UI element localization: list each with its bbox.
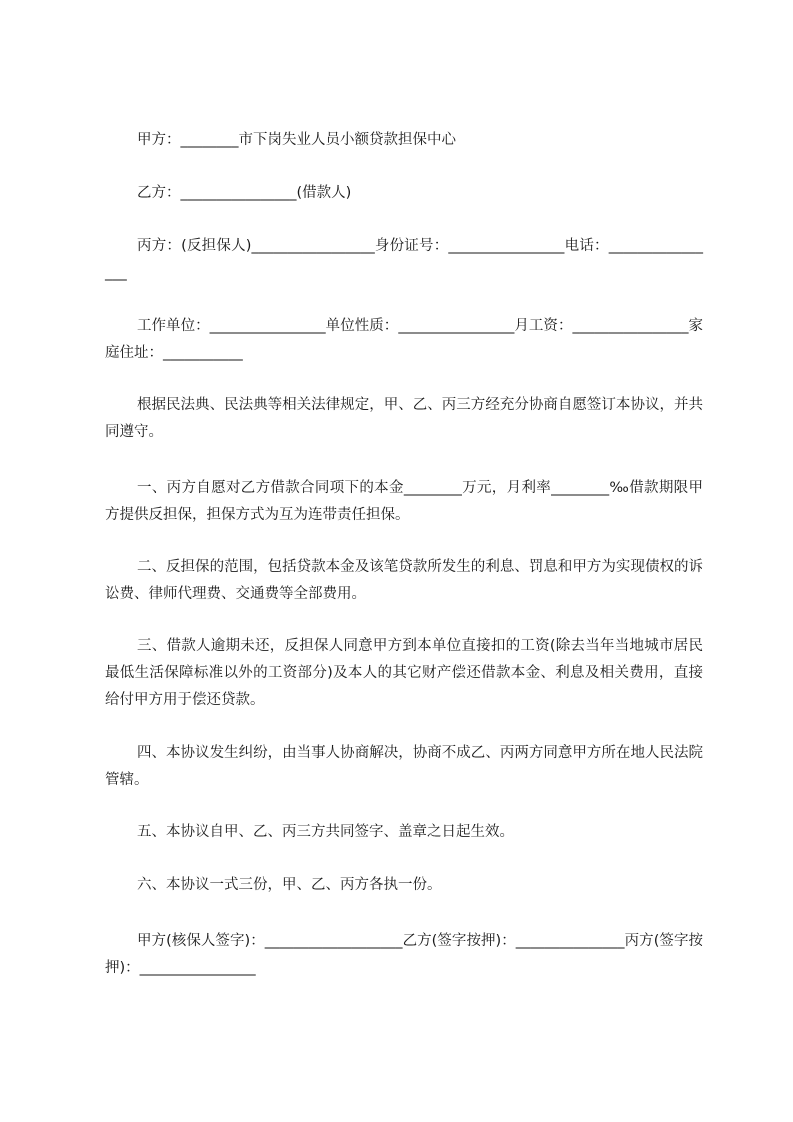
work-info-line: 工作单位：________________单位性质：________________月工资：________________家庭住址：___________ <box>105 318 703 361</box>
clause-2-paragraph: 二、反担保的范围，包括贷款本金及该笔贷款所发生的利息、罚息和甲方为实现债权的诉讼费、律师代理费、交通费等全部费用。 <box>105 559 703 602</box>
preamble-paragraph: 根据民法典、民法典等相关法律规定，甲、乙、丙三方经充分协商自愿签订本协议，并共同遵守。 <box>105 397 703 440</box>
party-c-line: 丙方：(反担保人)_________________身份证号：________________电话：________________ <box>105 238 703 281</box>
clause-5-paragraph: 五、本协议自甲、乙、丙三方共同签字、盖章之日起生效。 <box>137 824 514 840</box>
signature-line: 甲方(核保人签字)：___________________乙方(签字按押)：_______________丙方(签字按押)：________________ <box>105 933 703 976</box>
clause-4-paragraph: 四、本协议发生纠纷，由当事人协商解决，协商不成乙、丙两方同意甲方所在地人民法院管辖。 <box>105 745 703 788</box>
clause-6-paragraph: 六、本协议一式三份，甲、乙、丙方各执一份。 <box>137 877 442 893</box>
clause-1-paragraph: 一、丙方自愿对乙方借款合同项下的本金________万元，月利率________‰借款期限甲方提供反担保，担保方式为互为连带责任担保。 <box>105 480 703 523</box>
clause-3-paragraph: 三、借款人逾期未还，反担保人同意甲方到本单位直接扣的工资(除去当年当地城市居民最低生活保障标准以外的工资部分)及本人的其它财产偿还借款本金、利息及相关费用，直接给付甲方用于偿还贷款。 <box>105 638 703 708</box>
party-a-line: 甲方：________市下岗失业人员小额贷款担保中心 <box>137 132 456 148</box>
party-b-line: 乙方：________________(借款人) <box>137 185 352 201</box>
